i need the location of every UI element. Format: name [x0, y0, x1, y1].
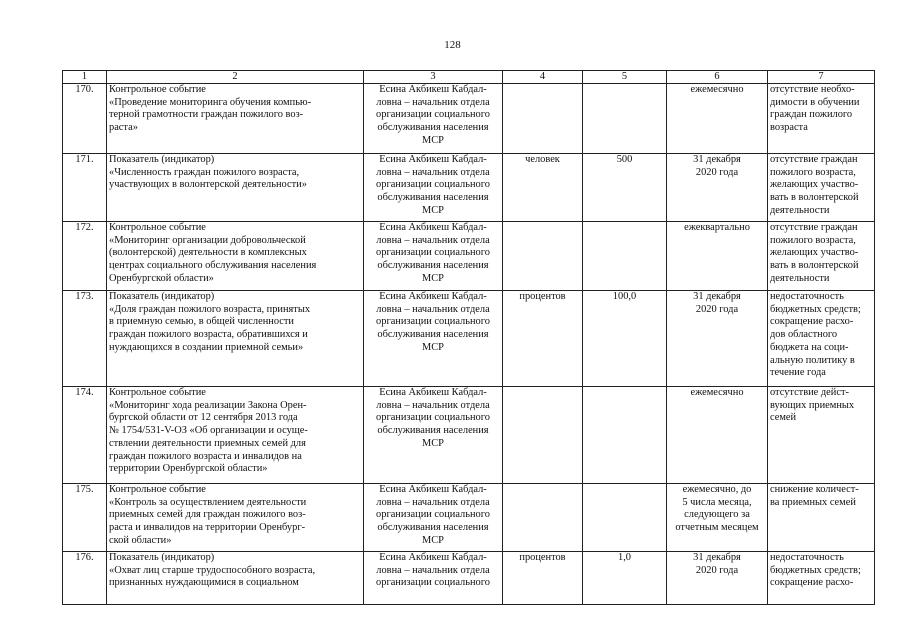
- cell-text-line: нуждающихся в создании приемной семьи»: [109, 341, 304, 353]
- cell-text-line: альную политику в: [770, 354, 855, 366]
- cell-text-line: Показатель (индикатор): [109, 552, 215, 563]
- cell-text-line: вующих приемных: [770, 399, 855, 411]
- table-row: [63, 552, 875, 605]
- cell-text-line: бюджета на соци-: [770, 341, 849, 353]
- cell-text-line: организации социального: [376, 179, 490, 191]
- cell-text-line: Есина Акбикеш Кабдал-: [379, 484, 487, 495]
- cell-text-line: ловна – начальник отдела: [376, 564, 490, 576]
- column-header: 6: [667, 71, 768, 84]
- responsible-cell: [364, 291, 503, 387]
- cell-text-line: «Мониторинг организации добровольческой: [109, 234, 306, 246]
- row-number-cell: [63, 387, 107, 484]
- cell-text-line: «Доля граждан пожилого возраста, принятых: [109, 303, 311, 315]
- cell-text-line: 2020 года: [695, 303, 739, 315]
- cell-text-line: Есина Акбикеш Кабдал-: [379, 154, 487, 165]
- cell-text-line: 5 числа месяца,: [682, 496, 752, 508]
- cell-text-line: ва приемных семей: [770, 496, 856, 508]
- cell-text-line: терной грамотности граждан пожилого воз-: [109, 109, 304, 121]
- cell-text-line: 1,0: [618, 552, 631, 563]
- responsible-cell: [364, 552, 503, 605]
- cell-text-line: сокращение расхо-: [770, 316, 854, 328]
- responsible-cell: [364, 84, 503, 154]
- cell-text-line: (волонтерской) деятельности в комплексных: [109, 247, 307, 259]
- cell-text-line: раста и инвалидов на территории Оренбург-: [109, 522, 306, 534]
- description-cell: [107, 387, 364, 484]
- cell-text-line: организации социального: [376, 412, 490, 424]
- cell-text-line: дов областного: [770, 329, 838, 341]
- table-row: [63, 222, 875, 291]
- cell-text-line: ловна – начальник отдела: [376, 399, 490, 411]
- cell-text-line: ловна – начальник отдела: [376, 96, 490, 108]
- cell-text-line: возраста: [770, 122, 808, 134]
- cell-text-line: МСР: [422, 272, 444, 284]
- cell-text-line: процентов: [519, 291, 566, 302]
- responsible-cell: [364, 222, 503, 291]
- cell-text-line: вать в волонтерской: [770, 192, 859, 204]
- cell-text-line: Есина Акбикеш Кабдал-: [379, 222, 487, 233]
- cell-text-line: МСР: [422, 437, 444, 449]
- header-row: [63, 71, 875, 84]
- cell-text-line: недостаточность: [770, 291, 844, 302]
- column-header: 2: [107, 71, 364, 84]
- cell-text-line: деятельности: [770, 272, 830, 284]
- cell-text-line: димости в обучении: [770, 96, 860, 108]
- cell-text-line: отсутствие граждан: [770, 222, 858, 233]
- cell-text-line: МСР: [422, 341, 444, 353]
- cell-text-line: Есина Акбикеш Кабдал-: [379, 84, 487, 95]
- cell-text-line: 2020 года: [695, 564, 739, 576]
- table-row: [63, 484, 875, 552]
- cell-text-line: организации социального: [376, 316, 490, 328]
- cell-text-line: в приемную семью, в общей численности: [109, 316, 294, 328]
- cell-text-line: снижение количест-: [770, 484, 859, 495]
- cell-text-line: признанных нуждающимися в социальном: [109, 577, 299, 589]
- cell-text-line: 31 декабря: [693, 291, 741, 302]
- cell-text-line: Показатель (индикатор): [109, 154, 215, 165]
- cell-text-line: организации социального: [376, 577, 490, 589]
- cell-text-line: процентов: [519, 552, 566, 563]
- column-header: 4: [503, 71, 583, 84]
- cell-text-line: Контрольное событие: [109, 84, 206, 95]
- responsible-cell: [364, 484, 503, 552]
- cell-text-line: ежемесячно: [690, 84, 744, 95]
- unit-cell: [503, 484, 583, 552]
- deadline-cell: [667, 484, 768, 552]
- cell-text-line: 500: [616, 154, 633, 165]
- cell-text-line: отчетным месяцем: [675, 522, 759, 534]
- cell-text-line: ской области»: [109, 534, 172, 546]
- deadline-cell: [667, 291, 768, 387]
- cell-text-line: желающих участво-: [770, 247, 859, 259]
- cell-text-line: Есина Акбикеш Кабдал-: [379, 291, 487, 302]
- cell-text-line: деятельности: [770, 204, 830, 216]
- value-cell: [583, 84, 667, 154]
- cell-text-line: «Проведение мониторинга обучения компью-: [109, 96, 312, 108]
- cell-text-line: 31 декабря: [693, 154, 741, 165]
- cell-text-line: ловна – начальник отдела: [376, 303, 490, 315]
- column-header: 5: [583, 71, 667, 84]
- cell-text-line: ежемесячно: [690, 387, 744, 398]
- table-row: [63, 387, 875, 484]
- deadline-cell: [667, 84, 768, 154]
- column-header: 1: [63, 71, 107, 84]
- risk-cell: [768, 552, 875, 605]
- description-cell: [107, 222, 364, 291]
- cell-text-line: вать в волонтерской: [770, 260, 859, 272]
- cell-text-line: ежеквартально: [684, 222, 750, 233]
- cell-text-line: бургской области от 12 сентября 2013 года: [109, 412, 298, 424]
- cell-text-line: Есина Акбикеш Кабдал-: [379, 552, 487, 563]
- cell-text-line: ловна – начальник отдела: [376, 166, 490, 178]
- deadline-cell: [667, 154, 768, 222]
- cell-text-line: МСР: [422, 204, 444, 216]
- row-number: 175.: [75, 484, 94, 495]
- unit-cell: [503, 154, 583, 222]
- cell-text-line: 2020 года: [695, 166, 739, 178]
- description-cell: [107, 291, 364, 387]
- cell-text-line: обслуживания населения: [377, 522, 489, 534]
- cell-text-line: Контрольное событие: [109, 387, 206, 398]
- cell-text-line: ловна – начальник отдела: [376, 234, 490, 246]
- description-cell: [107, 484, 364, 552]
- cell-text-line: обслуживания населения: [377, 122, 489, 134]
- cell-text-line: организации социального: [376, 247, 490, 259]
- cell-text-line: недостаточность: [770, 552, 844, 563]
- cell-text-line: обслуживания населения: [377, 260, 489, 272]
- deadline-cell: [667, 387, 768, 484]
- cell-text-line: ежемесячно, до: [682, 484, 752, 495]
- cell-text-line: семей: [770, 412, 797, 424]
- cell-text-line: пожилого возраста,: [770, 234, 856, 246]
- unit-cell: [503, 84, 583, 154]
- risk-cell: [768, 387, 875, 484]
- cell-text-line: граждан пожилого возраста, обратившихся и: [109, 329, 308, 341]
- cell-text-line: обслуживания населения: [377, 329, 489, 341]
- value-cell: [583, 552, 667, 605]
- cell-text-line: «Мониторинг хода реализации Закона Орен-: [109, 399, 307, 411]
- row-number-cell: [63, 222, 107, 291]
- cell-text-line: отсутствие граждан: [770, 154, 858, 165]
- value-cell: [583, 387, 667, 484]
- row-number-cell: [63, 154, 107, 222]
- table-row: [63, 154, 875, 222]
- cell-text-line: ловна – начальник отдела: [376, 496, 490, 508]
- cell-text-line: отсутствие необхо-: [770, 84, 855, 95]
- cell-text-line: обслуживания населения: [377, 192, 489, 204]
- cell-text-line: участвующих в волонтерской деятельности»: [109, 179, 307, 191]
- deadline-cell: [667, 222, 768, 291]
- cell-text-line: Контрольное событие: [109, 222, 206, 233]
- cell-text-line: Оренбургской области»: [109, 272, 214, 284]
- table-row: [63, 291, 875, 387]
- cell-text-line: человек: [525, 154, 560, 165]
- cell-text-line: организации социального: [376, 109, 490, 121]
- description-cell: [107, 154, 364, 222]
- column-header: 3: [364, 71, 503, 84]
- unit-cell: [503, 387, 583, 484]
- cell-text-line: отсутствие дейст-: [770, 387, 849, 398]
- risk-cell: [768, 222, 875, 291]
- row-number: 174.: [75, 387, 94, 398]
- cell-text-line: бюджетных средств;: [770, 564, 861, 576]
- cell-text-line: 31 декабря: [693, 552, 741, 563]
- cell-text-line: 100,0: [612, 291, 637, 302]
- cell-text-line: сокращение расхо-: [770, 577, 854, 589]
- column-header: 7: [768, 71, 875, 84]
- cell-text-line: «Охват лиц старше трудоспособного возраста,: [109, 564, 316, 576]
- table-row: [63, 84, 875, 154]
- cell-text-line: пожилого возраста,: [770, 166, 856, 178]
- cell-text-line: МСР: [422, 134, 444, 146]
- risk-cell: [768, 291, 875, 387]
- cell-text-line: течение года: [770, 367, 826, 379]
- cell-text-line: Есина Акбикеш Кабдал-: [379, 387, 487, 398]
- row-number-cell: [63, 291, 107, 387]
- description-cell: [107, 84, 364, 154]
- cell-text-line: центрах социального обслуживания населения: [109, 260, 317, 272]
- cell-text-line: № 1754/531-V-ОЗ «Об организации и осуще-: [109, 425, 308, 437]
- row-number-cell: [63, 484, 107, 552]
- cell-text-line: организации социального: [376, 509, 490, 521]
- cell-text-line: бюджетных средств;: [770, 303, 861, 315]
- value-cell: [583, 484, 667, 552]
- cell-text-line: «Контроль за осуществлением деятельности: [109, 496, 307, 508]
- cell-text-line: раста»: [109, 122, 138, 134]
- unit-cell: [503, 222, 583, 291]
- description-cell: [107, 552, 364, 605]
- cell-text-line: обслуживания населения: [377, 425, 489, 437]
- unit-cell: [503, 552, 583, 605]
- row-number: 170.: [75, 84, 94, 95]
- risk-cell: [768, 154, 875, 222]
- cell-text-line: ствлении деятельности приемных семей для: [109, 437, 306, 449]
- cell-text-line: желающих участво-: [770, 179, 859, 191]
- row-number: 173.: [75, 291, 94, 302]
- cell-text-line: граждан пожилого: [770, 109, 853, 121]
- risk-cell: [768, 484, 875, 552]
- value-cell: [583, 222, 667, 291]
- value-cell: [583, 154, 667, 222]
- cell-text-line: граждан пожилого возраста и инвалидов на: [109, 450, 302, 462]
- page-number: 128: [444, 39, 461, 51]
- row-number-cell: [63, 84, 107, 154]
- responsible-cell: [364, 387, 503, 484]
- deadline-cell: [667, 552, 768, 605]
- unit-cell: [503, 291, 583, 387]
- cell-text-line: следующего за: [684, 509, 750, 521]
- row-number-cell: [63, 552, 107, 605]
- program-table: [62, 70, 875, 605]
- row-number: 172.: [75, 222, 94, 233]
- row-number: 171.: [75, 154, 94, 165]
- cell-text-line: МСР: [422, 534, 444, 546]
- cell-text-line: Показатель (индикатор): [109, 291, 215, 302]
- value-cell: [583, 291, 667, 387]
- cell-text-line: территории Оренбургской области»: [109, 463, 268, 475]
- cell-text-line: Контрольное событие: [109, 484, 206, 495]
- row-number: 176.: [75, 552, 94, 563]
- risk-cell: [768, 84, 875, 154]
- responsible-cell: [364, 154, 503, 222]
- cell-text-line: «Численность граждан пожилого возраста,: [109, 166, 300, 178]
- cell-text-line: приемных семей для граждан пожилого воз-: [109, 509, 306, 521]
